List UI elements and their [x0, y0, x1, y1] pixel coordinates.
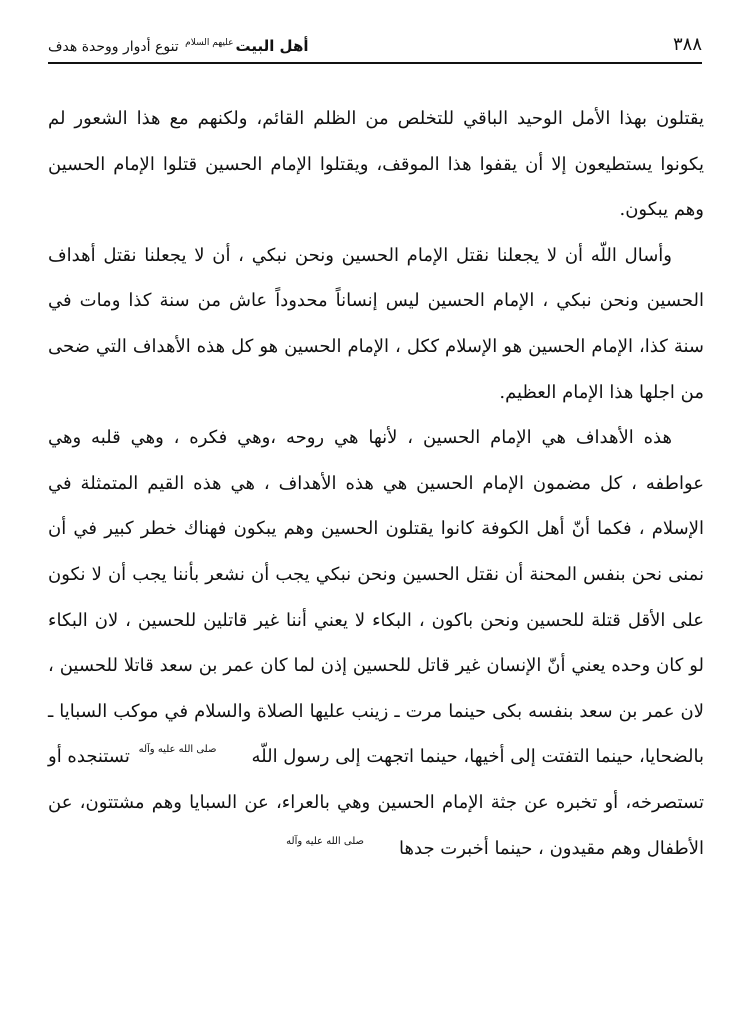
- paragraph-3-part-2: تستنجده أو تستصرخه، أو تخبره عن جثة الإمام الحسين وهي بالعراء، عن السبايا وهم مشتتون، عن الأطفال وهم مقيدون ، حينما أخبرت جدها: [48, 746, 704, 859]
- running-title: [48, 36, 309, 57]
- page-number: ٣٨٨: [672, 34, 702, 55]
- paragraph-2: وأسال اللّه أن لا يجعلنا نقتل الإمام الحسين ونحن نبكي ، أن لا يجعلنا نقتل أهداف الحسين ونحن نبكي ، الإمام الحسين ليس إنساناً محدوداً عاش من سنة كذا ومات في سنة كذا، الإمام الحسين هو الإسلام ككل ، الإمام الحسين هو كل هذه الأهداف التي ضحى من اجلها هذا الإمام العظيم.: [48, 244, 704, 403]
- paragraph-1: يقتلون بهذا الأمل الوحيد الباقي للتخلص من الظلم القائم، ولكنهم مع هذا الشعور لم يكونوا يستطيعون إلا أن يقفوا هذا الموقف، ويقتلوا الإمام الحسين قتلوا الإمام الحسين وهم يبكون.: [48, 108, 704, 221]
- running-title-sub: تنوع أدوار ووحدة هدف: [48, 39, 179, 55]
- body-text: [48, 96, 704, 871]
- page-header: [48, 34, 702, 64]
- paragraph-3-part-1: هذه الأهداف هي الإمام الحسين ، لأنها هي روحه ،وهي فكره ، وهي قلبه وهي عواطفه ، كل مضمون الإمام الحسين هي هذه الأهداف ، هي هذه القيم المتمثلة في الإسلام ، فكما أنّ أهل الكوفة كانوا يقتلون الحسين وهم يبكون فهناك خطر كبير في أن نمنى نحن بنفس المحنة أن نقتل الحسين ونحن نبكي يجب أن نشعر بأننا يجب أن لا نكون على الأقل قتلة للحسين ونحن باكون ، البكاء لا يعني أننا غير قاتلين للحسين ، لان البكاء لو كان وحده يعني أنّ الإنسان غير قاتل للحسين إذن لما كان عمر بن سعد قاتلا للحسين ، لان عمر بن سعد بنفسه بكى حينما مرت ـ زينب عليها الصلاة والسلام في موكب السبايا ـ بالضحايا، حينما التفتت إلى أخيها، حينما اتجهت إلى رسول اللّه: [48, 427, 705, 768]
- header-rule: [48, 62, 702, 64]
- honorific-mark: عليهم السلام: [185, 38, 234, 48]
- saw-honorific-2: صلى الله عليه وآله: [286, 835, 365, 847]
- saw-honorific-1: صلى الله عليه وآله: [138, 744, 217, 756]
- paragraph-3: [48, 415, 704, 871]
- running-title-main: أهل البيت: [235, 37, 309, 55]
